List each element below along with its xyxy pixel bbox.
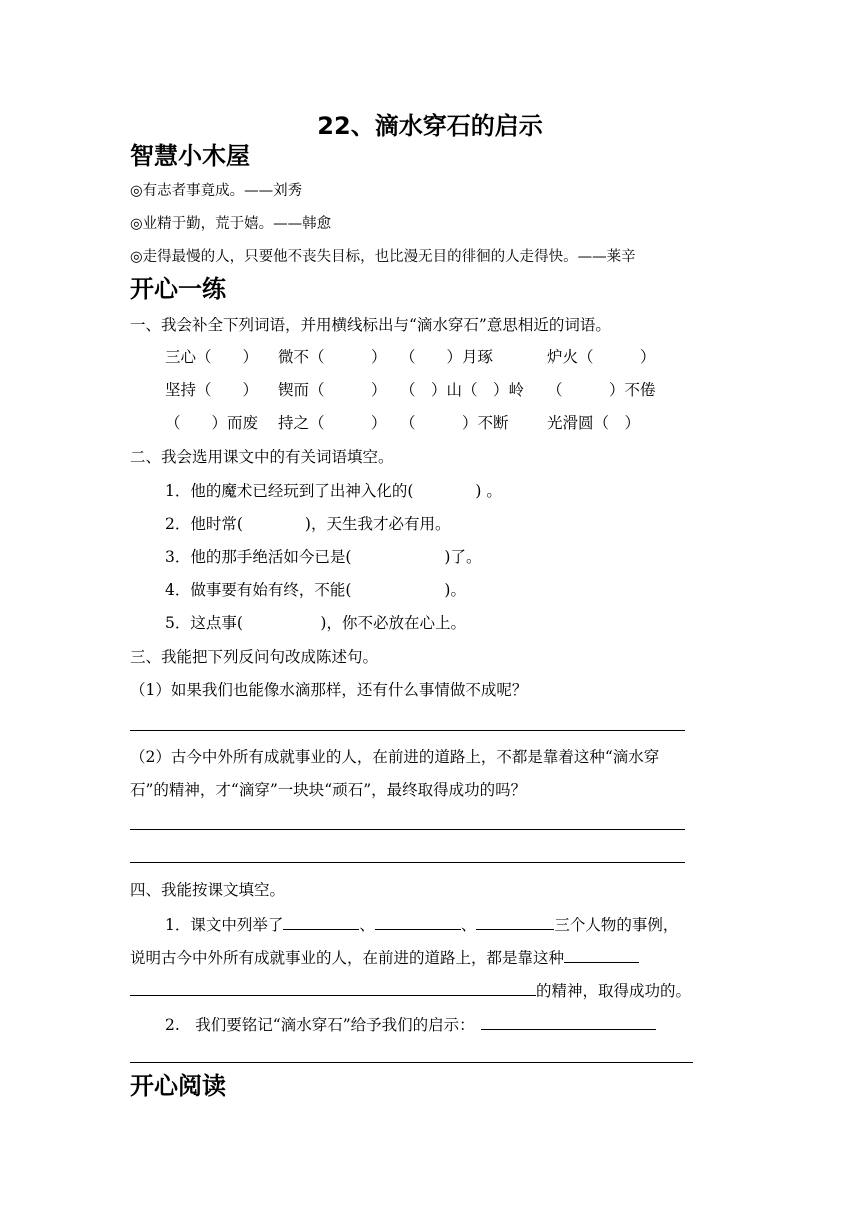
q4-item-1-text-c: 说明古今中外所有成就事业的人，在前进的道路上，都是靠这种: [130, 949, 565, 967]
q3-prompt: 三、我能把下列反问句改成陈述句。: [130, 648, 379, 666]
q4-item-1-line1: [165, 912, 678, 936]
q1-prompt: 一、我会补全下列词语，并用横线标出与“滴水穿石”意思相近的词语。: [130, 316, 611, 334]
q1-r3-c1: （ ）而废: [165, 414, 259, 432]
q2-item-4: 4．做事要有始有终，不能( )。: [165, 581, 466, 599]
q1-r2-c2: 锲而（ ）: [278, 381, 387, 399]
q4-item-1-line3: [130, 978, 691, 1002]
q4-item-2-line: [165, 1012, 656, 1036]
q1-r2-c4: （ ）不倦: [547, 381, 656, 399]
q2-item-2: 2．他时常( )，天生我才必有用。: [165, 515, 451, 533]
q1-r1-c2: 微不（ ）: [278, 348, 387, 366]
q4-sep-1: 、: [359, 916, 375, 934]
q4-item-2-text: 2. 我们要铭记“滴水穿石”给予我们的启示：: [165, 1016, 475, 1034]
q4-item-1-line2: [130, 945, 639, 969]
answer-line[interactable]: [130, 1062, 693, 1063]
q4-item-1-text-a: 1．课文中列举了: [165, 916, 284, 934]
answer-line[interactable]: [130, 829, 685, 830]
quote-3: ◎走得最慢的人，只要他不丧失目标，也比漫无目的徘徊的人走得快。——莱辛: [130, 249, 636, 265]
blank-3[interactable]: [476, 912, 554, 930]
answer-line[interactable]: [130, 862, 685, 863]
q2-item-3: 3．他的那手绝活如今已是( )了。: [165, 548, 482, 566]
page-title: 22、滴水穿石的启示: [317, 112, 543, 140]
blank-4[interactable]: [564, 945, 639, 963]
q4-item-1-text-b: 三个人物的事例，: [554, 916, 679, 934]
q3-item-2-line1: （2）古今中外所有成就事业的人，在前进的道路上，不都是靠着这种“滴水穿: [130, 748, 660, 766]
quote-1: ◎有志者事竟成。——刘秀: [130, 183, 303, 199]
q1-r1-c1: 三心（ ）: [165, 348, 259, 366]
blank-1[interactable]: [283, 912, 359, 930]
q3-item-1: （1）如果我们也能像水滴那样，还有什么事情做不成呢？: [130, 681, 528, 699]
q4-item-1-text-d: 的精神，取得成功的。: [536, 982, 692, 1000]
q2-item-1: 1．他的魔术已经玩到了出神入化的( ) 。: [165, 482, 502, 500]
q4-prompt: 四、我能按课文填空。: [130, 881, 286, 899]
answer-line[interactable]: [130, 730, 685, 731]
q1-r3-c2: 持之（ ）: [278, 414, 387, 432]
blank-2[interactable]: [375, 912, 461, 930]
q1-r1-c3: （ ）月琢: [400, 348, 494, 366]
section-heading-reading: 开心阅读: [130, 1072, 226, 1100]
blank-5[interactable]: [130, 978, 536, 996]
q1-r2-c3: （ ）山（ ）岭: [400, 381, 525, 399]
blank-6[interactable]: [481, 1012, 656, 1030]
q3-item-2-line2: 石”的精神，才“滴穿”一块块“顽石”，最终取得成功的吗？: [130, 781, 527, 799]
q1-r2-c1: 坚持（ ）: [165, 381, 259, 399]
q2-prompt: 二、我会选用课文中的有关词语填空。: [130, 448, 394, 466]
quote-2: ◎业精于勤，荒于嬉。——韩愈: [130, 216, 332, 232]
q1-r3-c3: （ ）不断: [400, 414, 509, 432]
q1-r1-c4: 炉火（ ）: [547, 348, 656, 366]
q1-r3-c4: 光滑圆（ ）: [547, 414, 641, 432]
section-heading-practice: 开心一练: [130, 275, 226, 303]
q2-item-5: 5．这点事( )，你不必放在心上。: [165, 614, 466, 632]
q4-sep-2: 、: [460, 916, 477, 934]
section-heading-wisdom: 智慧小木屋: [130, 142, 250, 170]
